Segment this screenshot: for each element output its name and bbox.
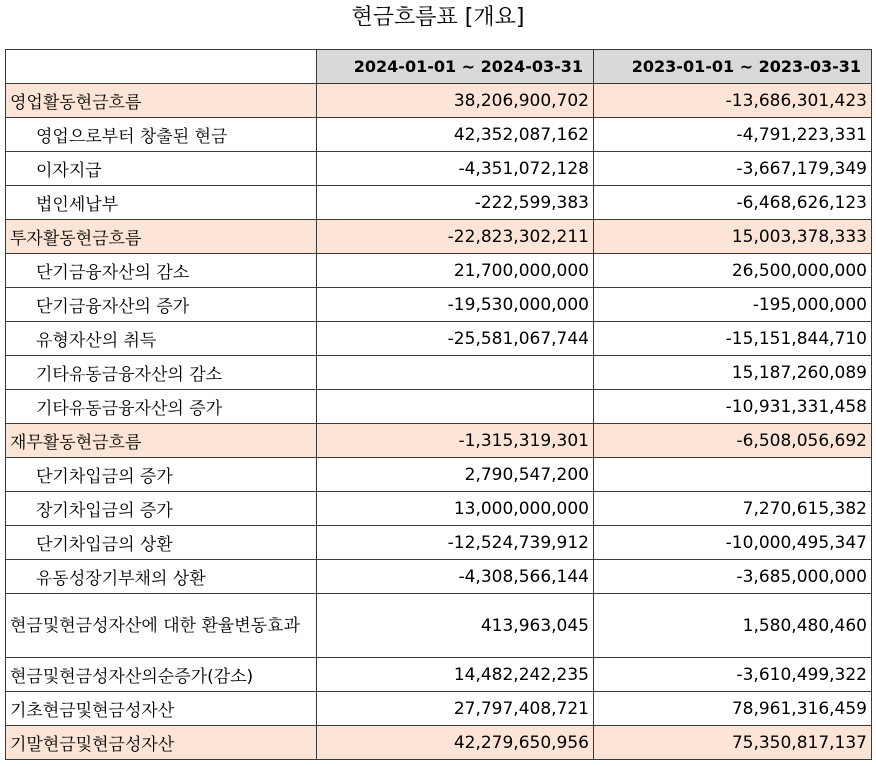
table-row <box>6 424 872 458</box>
table-row <box>6 152 872 186</box>
row-label: 유동성장기부채의 상환 <box>6 560 317 594</box>
table-row <box>6 84 872 118</box>
table-row <box>6 560 872 594</box>
page-title: 현금흐름표 [개요] <box>351 5 525 30</box>
value-2024: 38,206,900,702 <box>317 84 594 118</box>
table-row <box>6 254 872 288</box>
table-row <box>6 658 872 692</box>
value-2024: -4,351,072,128 <box>317 152 594 186</box>
value-2023: -3,685,000,000 <box>594 560 872 594</box>
table-row <box>6 594 872 658</box>
row-label: 기말현금및현금성자산 <box>6 726 317 760</box>
row-label: 투자활동현금흐름 <box>6 220 317 254</box>
row-label: 현금및현금성자산에 대한 환율변동효과 <box>6 594 317 658</box>
value-2024: -222,599,383 <box>317 186 594 220</box>
value-2024 <box>317 390 594 424</box>
value-2023: -6,508,056,692 <box>594 424 872 458</box>
header-cell-period-2023: 2023-01-01 ~ 2023-03-31 <box>594 50 872 84</box>
value-2023: -195,000,000 <box>594 288 872 322</box>
value-2023: -15,151,844,710 <box>594 322 872 356</box>
row-label: 유형자산의 취득 <box>6 322 317 356</box>
row-label: 기초현금및현금성자산 <box>6 692 317 726</box>
row-label: 재무활동현금흐름 <box>6 424 317 458</box>
row-label: 단기금융자산의 증가 <box>6 288 317 322</box>
table-row <box>6 186 872 220</box>
value-2024 <box>317 356 594 390</box>
row-label: 법인세납부 <box>6 186 317 220</box>
value-2024: -12,524,739,912 <box>317 526 594 560</box>
row-label: 이자지급 <box>6 152 317 186</box>
table-body <box>6 84 872 760</box>
value-2024: 13,000,000,000 <box>317 492 594 526</box>
header-row <box>6 50 872 84</box>
table-row <box>6 118 872 152</box>
value-2023: -3,610,499,322 <box>594 658 872 692</box>
value-2023: -3,667,179,349 <box>594 152 872 186</box>
value-2023: -13,686,301,423 <box>594 84 872 118</box>
value-2024: 413,963,045 <box>317 594 594 658</box>
table-row <box>6 492 872 526</box>
cash-flow-table <box>5 49 872 760</box>
header-cell-label <box>6 50 317 84</box>
value-2023: 1,580,480,460 <box>594 594 872 658</box>
table-row <box>6 220 872 254</box>
row-label: 영업으로부터 창출된 현금 <box>6 118 317 152</box>
value-2024: 42,352,087,162 <box>317 118 594 152</box>
table-row <box>6 726 872 760</box>
value-2023: 75,350,817,137 <box>594 726 872 760</box>
value-2023: -10,931,331,458 <box>594 390 872 424</box>
value-2023: -4,791,223,331 <box>594 118 872 152</box>
value-2023: 15,187,260,089 <box>594 356 872 390</box>
value-2023: -6,468,626,123 <box>594 186 872 220</box>
value-2024: -4,308,566,144 <box>317 560 594 594</box>
row-label: 단기금융자산의 감소 <box>6 254 317 288</box>
value-2023: 26,500,000,000 <box>594 254 872 288</box>
row-label: 현금및현금성자산의순증가(감소) <box>6 658 317 692</box>
value-2024: -1,315,319,301 <box>317 424 594 458</box>
value-2024: 14,482,242,235 <box>317 658 594 692</box>
value-2023: 15,003,378,333 <box>594 220 872 254</box>
value-2023 <box>594 458 872 492</box>
row-label: 단기차입금의 증가 <box>6 458 317 492</box>
row-label: 단기차입금의 상환 <box>6 526 317 560</box>
table-row <box>6 390 872 424</box>
row-label: 기타유동금융자산의 증가 <box>6 390 317 424</box>
value-2024: 27,797,408,721 <box>317 692 594 726</box>
row-label: 영업활동현금흐름 <box>6 84 317 118</box>
table-row <box>6 526 872 560</box>
value-2023: 7,270,615,382 <box>594 492 872 526</box>
value-2023: 78,961,316,459 <box>594 692 872 726</box>
value-2024: 21,700,000,000 <box>317 254 594 288</box>
header-cell-period-2024: 2024-01-01 ~ 2024-03-31 <box>317 50 594 84</box>
row-label: 기타유동금융자산의 감소 <box>6 356 317 390</box>
value-2024: 42,279,650,956 <box>317 726 594 760</box>
table-row <box>6 356 872 390</box>
value-2023: -10,000,495,347 <box>594 526 872 560</box>
table-row <box>6 692 872 726</box>
value-2024: -19,530,000,000 <box>317 288 594 322</box>
row-label: 장기차입금의 증가 <box>6 492 317 526</box>
value-2024: -22,823,302,211 <box>317 220 594 254</box>
table-row <box>6 288 872 322</box>
value-2024: 2,790,547,200 <box>317 458 594 492</box>
table-row <box>6 322 872 356</box>
table-row <box>6 458 872 492</box>
value-2024: -25,581,067,744 <box>317 322 594 356</box>
